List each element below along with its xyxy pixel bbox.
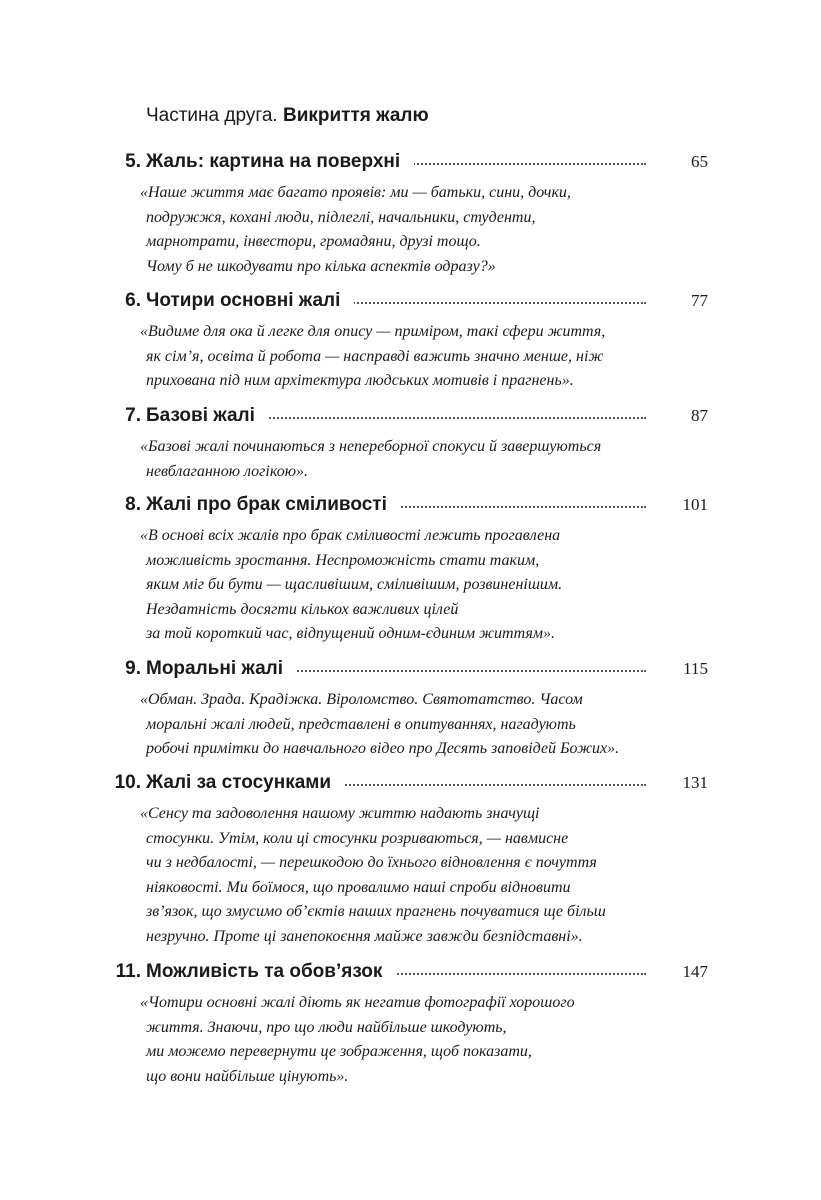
- chapter-title[interactable]: Жалі за стосунками: [146, 768, 345, 798]
- epigraph-line: стосунки. Утім, коли ці стосунки розриваються, — навмисне: [146, 829, 569, 847]
- epigraph-line: робочі примітки до навчального відео про Десять заповідей Божих».: [146, 740, 620, 757]
- chapter-title[interactable]: Можливість та обов’язок: [146, 957, 396, 987]
- epigraph-line: «В основі всіх жалів про брак сміливості лежить прогавлена: [140, 527, 561, 544]
- chapter-epigraph: [140, 181, 660, 279]
- chapter-epigraph: [140, 991, 660, 1089]
- toc-entry-10: [0, 768, 821, 949]
- chapter-epigraph: [140, 435, 660, 484]
- epigraph-line: ми можемо перевернути це зображення, щоб показати,: [146, 1043, 532, 1060]
- chapter-number: 8.: [125, 494, 141, 515]
- epigraph-line: зв’язок, що змусимо об’єктів наших прагнень почуватися ще більш: [146, 903, 606, 920]
- toc-entry-head: [0, 286, 821, 316]
- toc-entry-head: [0, 147, 821, 177]
- epigraph-line: прихована під ним архітектура людських мотивів і прагнень».: [146, 372, 574, 389]
- part-title: Викриття жалю: [282, 105, 429, 126]
- epigraph-line: «Обман. Зрада. Крадіжка. Віроломство. Святотатство. Часом: [140, 691, 583, 708]
- chapter-number: 11.: [115, 961, 141, 982]
- epigraph-line: «Чотири основні жалі діють як негатив фотографії хорошого: [140, 994, 575, 1011]
- epigraph-line: незручно. Проте ці занепокоєння майже завжди безпідставні».: [146, 927, 583, 945]
- toc-entry-7: [0, 401, 821, 484]
- page-number[interactable]: 101: [682, 495, 708, 514]
- chapter-title[interactable]: Жалі про брак сміливості: [146, 490, 401, 520]
- epigraph-line: що вони найбільше цінують».: [146, 1067, 349, 1085]
- toc-entry-head: [0, 654, 821, 684]
- epigraph-line: «Сенсу та задоволення нашому життю надають значущі: [140, 805, 540, 822]
- page-number[interactable]: 131: [682, 773, 708, 792]
- epigraph-line: Чому б не шкодувати про кілька аспектів одразу?»: [146, 257, 496, 275]
- epigraph-line: невблаганною логікою».: [146, 462, 309, 480]
- chapter-number: 9.: [125, 658, 141, 679]
- chapter-title[interactable]: Моральні жалі: [146, 654, 297, 684]
- toc-entry-9: [0, 654, 821, 762]
- chapter-number: 10.: [114, 772, 141, 793]
- epigraph-line: чи з недбалості, — перешкодою до їхнього відновлення є почуття: [146, 854, 597, 871]
- chapter-epigraph: [140, 320, 660, 394]
- epigraph-line: як сім’я, освіта й робота — насправді важить значно менше, ніж: [146, 347, 604, 365]
- page-number[interactable]: 115: [683, 659, 708, 678]
- chapter-title[interactable]: Чотири основні жалі: [146, 286, 354, 316]
- chapter-title[interactable]: Жаль: картина на поверхні: [146, 147, 414, 177]
- epigraph-line: за той короткий час, відпущений одним-єдиним життям».: [146, 625, 555, 642]
- epigraph-line: ніяковості. Ми боїмося, що провалимо наші спроби відновити: [146, 878, 571, 896]
- page-number[interactable]: 65: [691, 152, 708, 171]
- epigraph-line: марнотрати, інвестори, громадяни, друзі тощо.: [146, 233, 481, 250]
- epigraph-line: Нездатність досягти кількох важливих цілей: [146, 600, 459, 618]
- toc-entry-6: [0, 286, 821, 394]
- chapter-number: 5.: [125, 151, 141, 172]
- toc-entry-head: [0, 957, 821, 987]
- epigraph-line: «Наше життя має багато проявів: ми — батьки, сини, дочки,: [140, 184, 571, 201]
- chapter-epigraph: [140, 524, 660, 647]
- epigraph-line: подружжя, кохані люди, підлеглі, начальники, студенти,: [146, 208, 536, 226]
- toc-entry-head: [0, 490, 821, 520]
- epigraph-line: яким міг би бути — щасливішим, сміливішим, розвиненішим.: [146, 576, 563, 593]
- toc-entry-head: [0, 768, 821, 798]
- chapter-epigraph: [140, 802, 660, 949]
- epigraph-line: «Видиме для ока й легке для опису — приміром, такі сфери життя,: [140, 323, 606, 340]
- toc-entry-head: [0, 401, 821, 431]
- page-number[interactable]: 147: [682, 962, 708, 981]
- epigraph-line: моральні жалі людей, представлені в опитуваннях, нагадують: [146, 715, 576, 733]
- chapter-epigraph: [140, 688, 660, 762]
- part-heading: [146, 102, 429, 130]
- part-prefix: Частина друга.: [146, 105, 278, 126]
- page-number[interactable]: 77: [691, 291, 708, 310]
- toc-entry-8: [0, 490, 821, 647]
- chapter-number: 7.: [125, 405, 141, 426]
- chapter-number: 6.: [125, 290, 141, 311]
- epigraph-line: життя. Знаючи, про що люди найбільше шкодують,: [146, 1018, 507, 1036]
- chapter-title[interactable]: Базові жалі: [146, 401, 269, 431]
- epigraph-line: «Базові жалі починаються з непереборної спокуси й завершуються: [140, 438, 602, 455]
- page-number[interactable]: 87: [691, 406, 708, 425]
- toc-entry-5: [0, 147, 821, 279]
- toc-entry-11: [0, 957, 821, 1089]
- epigraph-line: можливість зростання. Неспроможність стати таким,: [146, 551, 540, 569]
